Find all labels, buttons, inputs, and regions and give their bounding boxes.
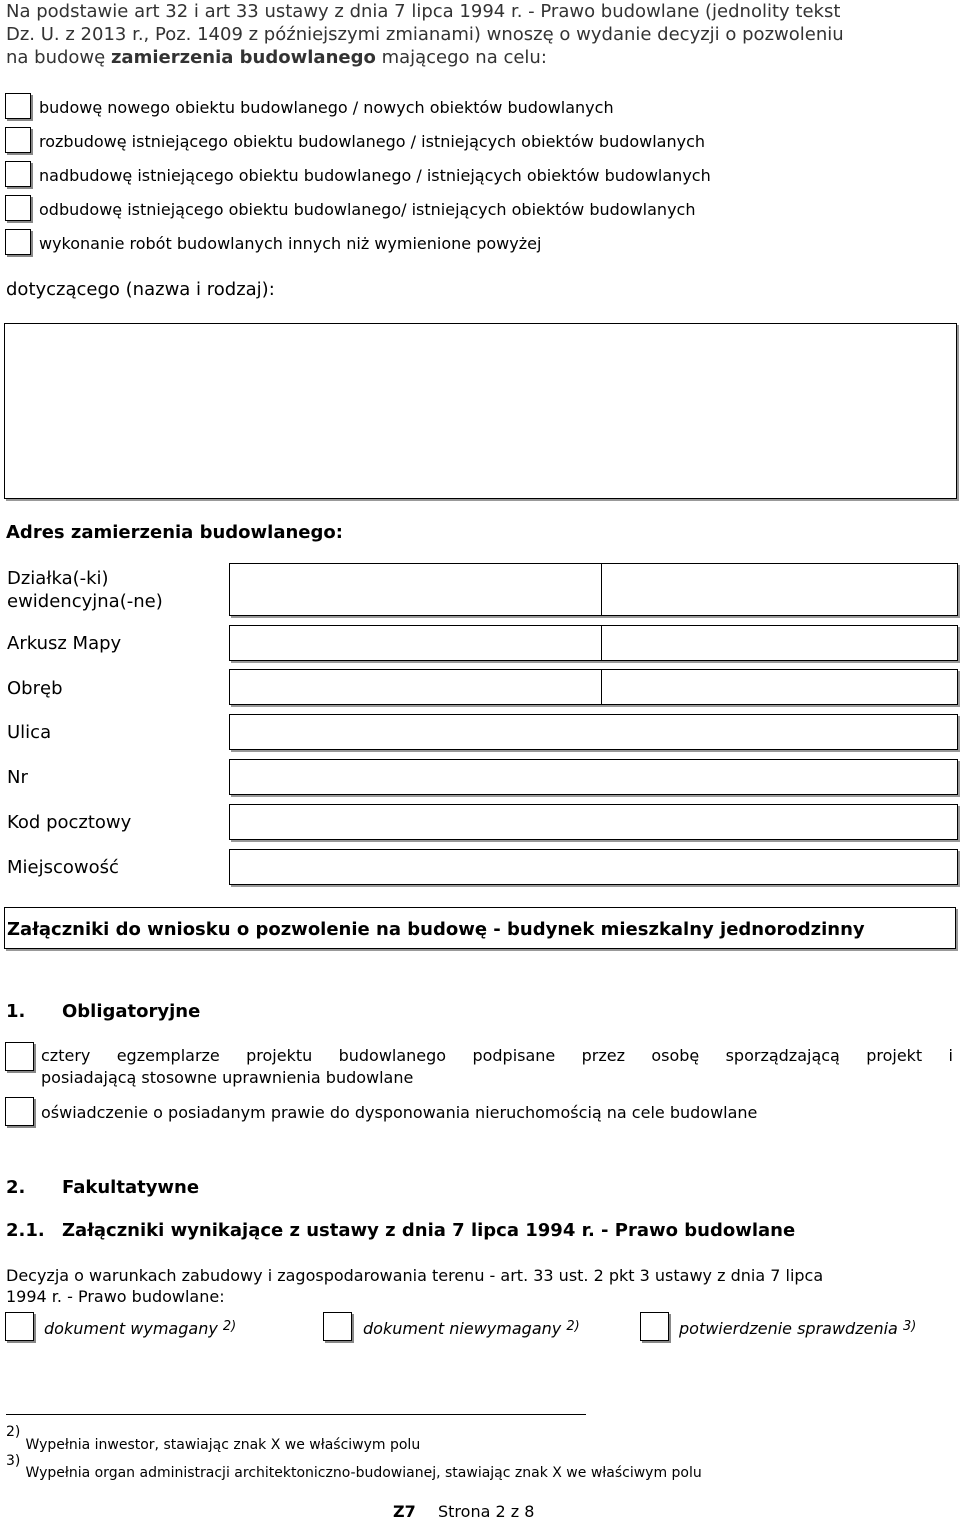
option-document-required — [44, 1318, 236, 1341]
section-2-number: 2. — [6, 1177, 26, 1198]
number-label: Nr — [7, 767, 28, 788]
option-verification-confirmed-label: potwierdzenie sprawdzenia — [679, 1319, 898, 1338]
intro-line-3-bold: zamierzenia budowlanego — [110, 47, 376, 68]
footnote-ref-2b: 2) — [566, 1319, 580, 1334]
parcel-label-2: ewidencyjna(-ne) — [7, 591, 163, 612]
footnote-ref-3: 3) — [902, 1319, 917, 1334]
attachments-heading: Załączniki do wniosku o pozwolenie na budowę - budynek mieszkalny jednorodzinny — [7, 919, 865, 940]
option-document-not-required — [363, 1318, 580, 1341]
footnote-3-mark: 3) — [6, 1453, 21, 1469]
footnote-separator — [6, 1414, 586, 1415]
section-1-number: 1. — [6, 1001, 26, 1022]
checkbox-reconstruction[interactable] — [5, 195, 31, 221]
footnote-2-text: Wypełnia inwestor, stawiając znak X we właściwym polu — [25, 1437, 421, 1453]
parcel-input-2[interactable] — [601, 563, 958, 616]
parcel-input-1[interactable] — [229, 563, 602, 616]
footnote-2-mark: 2) — [6, 1424, 21, 1440]
mandatory-property-statement: oświadczenie o posiadanym prawie do dysponowania nieruchomością na cele budowlane — [41, 1103, 758, 1122]
option-verification-confirmed — [679, 1318, 916, 1341]
decision-line-1: Decyzja o warunkach zabudowy i zagospodarowania terenu - art. 33 ust. 2 pkt 3 ustawy z dnia 7 lipca — [6, 1266, 824, 1285]
footer-code: Z7 — [393, 1502, 416, 1521]
footnote-3-text: Wypełnia organ administracji architektoniczno-budowianej, stawiając znak X we właściwym polu — [25, 1465, 702, 1481]
section-2-1-title: Załączniki wynikające z ustawy z dnia 7 lipca 1994 r. - Prawo budowlane — [62, 1220, 796, 1241]
option-document-not-required-label: dokument niewymagany — [363, 1319, 562, 1338]
footnote-3 — [6, 1453, 702, 1481]
sheet-input-2[interactable] — [601, 625, 958, 661]
option-new-building-label: budowę nowego obiektu budowlanego / nowych obiektów budowlanych — [39, 98, 614, 117]
mandatory-project-copies-line-2: posiadającą stosowne uprawnienia budowlane — [41, 1068, 414, 1087]
precinct-label: Obręb — [7, 678, 63, 699]
city-input[interactable] — [229, 849, 958, 885]
number-input[interactable] — [229, 759, 958, 795]
concerning-textarea[interactable] — [4, 323, 957, 499]
footer-page-number: Strona 2 z 8 — [438, 1502, 535, 1521]
intro-line-3-suffix: mającego na celu: — [375, 47, 547, 68]
checkbox-document-not-required[interactable] — [323, 1312, 352, 1341]
checkbox-extension[interactable] — [5, 127, 31, 153]
street-label: Ulica — [7, 722, 52, 743]
section-2-1-number: 2.1. — [6, 1220, 45, 1241]
sheet-label: Arkusz Mapy — [7, 633, 122, 654]
footnote-ref-2: 2) — [222, 1319, 237, 1334]
intro-line-3-prefix: na budowę — [6, 47, 111, 68]
city-label: Miejscowość — [7, 857, 119, 878]
option-superstructure-label: nadbudowę istniejącego obiektu budowlanego / istniejących obiektów budowlanych — [39, 166, 711, 185]
street-input[interactable] — [229, 714, 958, 750]
footnote-2 — [6, 1424, 421, 1453]
mandatory-project-copies-line-1: cztery egzemplarze projektu budowlanego podpisane przez osobę sporządzającą projekt i — [41, 1046, 953, 1065]
checkbox-superstructure[interactable] — [5, 161, 31, 187]
checkbox-property-statement[interactable] — [5, 1097, 34, 1126]
checkbox-verification-confirmed[interactable] — [640, 1312, 669, 1341]
precinct-input-2[interactable] — [601, 669, 958, 705]
intro-line-2: Dz. U. z 2013 r., Poz. 1409 z późniejszymi zmianami) wnoszę o wydanie decyzji o pozwoleniu — [6, 24, 844, 45]
intro-line-3 — [6, 46, 547, 69]
option-other-works-label: wykonanie robót budowlanych innych niż wymienione powyżej — [39, 234, 542, 253]
parcel-label-1: Działka(-ki) — [7, 568, 109, 589]
option-document-required-label: dokument wymagany — [44, 1319, 218, 1338]
address-heading: Adres zamierzenia budowlanego: — [6, 522, 343, 543]
section-2-title: Fakultatywne — [62, 1177, 200, 1198]
precinct-input-1[interactable] — [229, 669, 602, 705]
checkbox-project-copies[interactable] — [5, 1042, 34, 1071]
checkbox-other-works[interactable] — [5, 229, 31, 255]
concerning-label: dotyczącego (nazwa i rodzaj): — [6, 279, 275, 300]
postal-code-input[interactable] — [229, 804, 958, 840]
attachments-heading-box — [4, 907, 956, 949]
checkbox-new-building[interactable] — [5, 93, 31, 119]
section-1-title: Obligatoryjne — [62, 1001, 201, 1022]
sheet-input-1[interactable] — [229, 625, 602, 661]
option-extension-label: rozbudowę istniejącego obiektu budowlanego / istniejących obiektów budowlanych — [39, 132, 706, 151]
postal-code-label: Kod pocztowy — [7, 812, 132, 833]
option-reconstruction-label: odbudowę istniejącego obiektu budowlanego/ istniejących obiektów budowlanych — [39, 200, 696, 219]
decision-line-2: 1994 r. - Prawo budowlane: — [6, 1287, 225, 1306]
intro-line-1: Na podstawie art 32 i art 33 ustawy z dnia 7 lipca 1994 r. - Prawo budowlane (jednolity tekst — [6, 1, 841, 22]
checkbox-document-required[interactable] — [5, 1312, 34, 1341]
